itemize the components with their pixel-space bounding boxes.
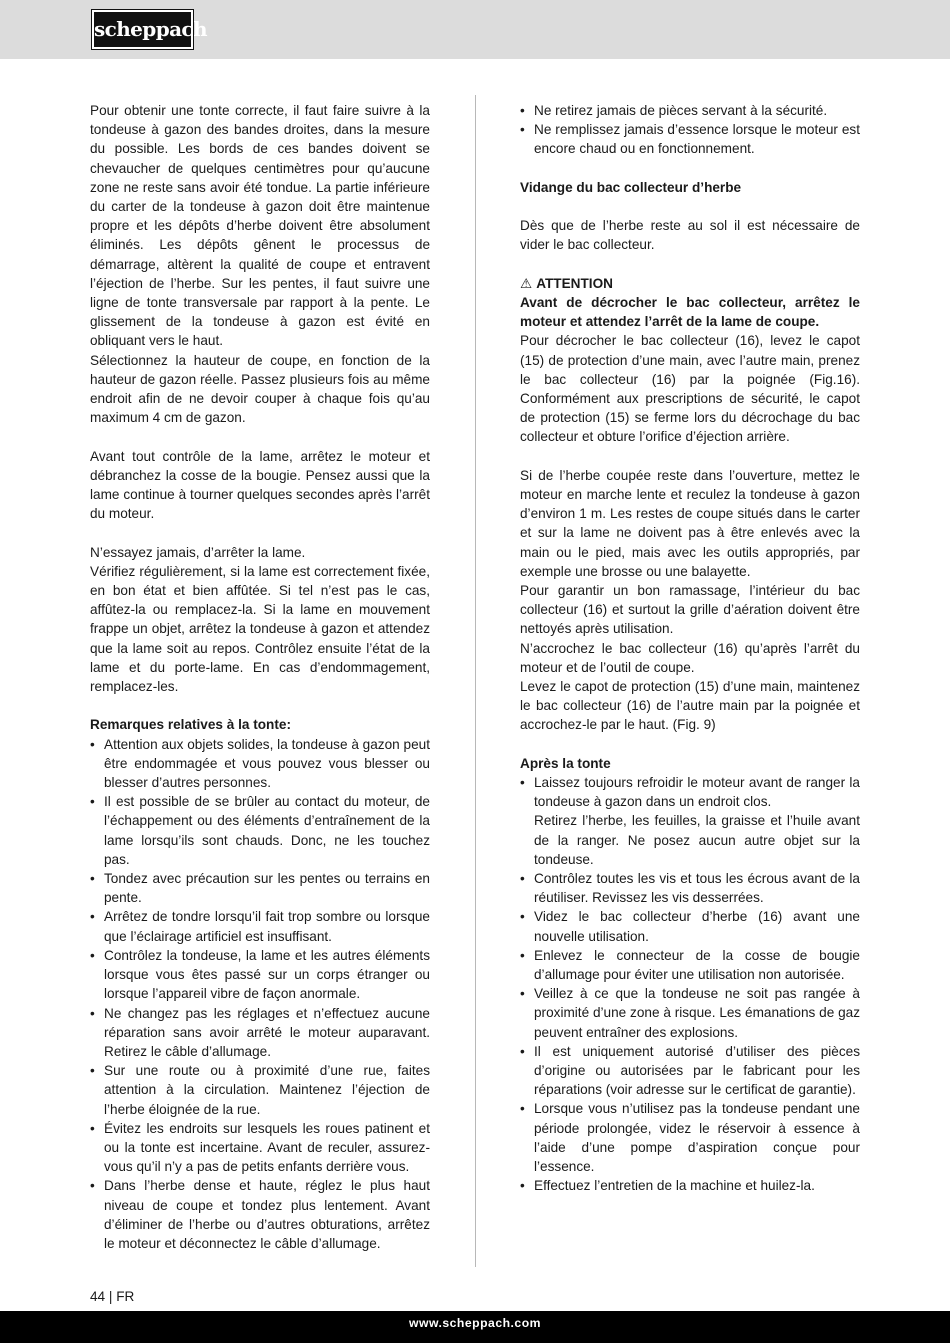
list-item: • Sur une route ou à proximité d’une rue, faites attention à la circulation. Maintenez l’éjection de l’herbe éloignée de la rue. (90, 1061, 430, 1119)
list-item: • Enlevez le connecteur de la cosse de bougie d’allumage pour éviter une utilisation non autorisée. (520, 946, 860, 984)
website-link[interactable]: www.scheppach.com (409, 1316, 541, 1330)
footer-bar (0, 1311, 950, 1343)
paragraph-blade-check: Avant tout contrôle de la lame, arrêtez le moteur et débranchez la cosse de la bougie. Pensez aussi que la lame continue à tourner quelques secondes après l’arrêt du moteur. (90, 448, 430, 522)
paragraph-grass-in-opening: Si de l’herbe coupée reste dans l’ouverture, mettez le moteur en marche lente et reculez la tondeuse à gazon d’environ 1 m. Les restes de coupe situés dans le carter et sur la lame ne doivent pas à être enlevés avec la main ou le pied, mais avec les outils appropriés, par exemple une brosse ou une balayette. (520, 467, 860, 579)
warning-triangle-icon: ⚠ (520, 275, 533, 291)
column-divider (475, 95, 476, 1267)
list-item: • Attention aux objets solides, la tondeuse à gazon peut être endommagée et vous pouvez vous blesser ou blesser d’autres personnes. (90, 735, 430, 793)
paragraph-lift: Levez le capot de protection (15) d’une main, maintenez le bac collecteur (16) de l’autre main par la poignée et accrochez-le par le haut. (Fig. 9) (520, 679, 860, 733)
list-item: • Tondez avec précaution sur les pentes ou terrains en pente. (90, 869, 430, 907)
header-bar (0, 0, 950, 59)
emptying-heading: Vidange du bac collecteur d’herbe (520, 179, 742, 195)
paragraph-unhook: Pour décrocher le bac collecteur (16), levez le capot (15) de protection d’une main, avec l’autre main, prenez le bac collecteur (16) par la poignée (Fig.16). Conformément aux prescriptions de sécurité, le capot de protection (15) se ferme lors du décrochage du bac collecteur et obture l’orifice d’éjection arrière. (520, 333, 860, 445)
list-item: • Ne remplissez jamais d’essence lorsque le moteur est encore chaud ou en fonctionnement. (520, 120, 860, 158)
list-item: • Dans l’herbe dense et haute, réglez le plus haut niveau de coupe et tondez plus lentement. Avant d’éliminer de l’herbe ou d’autres obturations, arrêtez le moteur et déconnectez le câble d’allumage. (90, 1176, 430, 1253)
warning-heading (520, 274, 860, 293)
warning-text: Avant de décrocher le bac collecteur, arrêtez le moteur et attendez l’arrêt de la lame de coupe. (520, 294, 860, 330)
list-item: • Il est uniquement autorisé d’utiliser des pièces d’origine ou autorisées par le fabricant pour les réparations (voir adresse sur le certificat de garantie). (520, 1042, 860, 1100)
paragraph-cutting-height: Sélectionnez la hauteur de coupe, en fonction de la hauteur de gazon réelle. Passez plusieurs fois au même endroit afin de ne devoir couper à chaque fois qu’au maximum 4 cm de gazon. (90, 352, 430, 426)
paragraph-blade-inspection: Vérifiez régulièrement, si la lame est correctement fixée, en bon état et bien affûtée. Si tel n’est pas le cas, affûtez-la ou remplacez-la. Si la lame en mouvement frappe un objet, arrêtez la tondeuse à gazon et attendez que la lame soit au repos. Contrôlez ensuite l’état de la lame et du porte-lame. En cas d’endommagement, remplacez-les. (90, 563, 430, 695)
list-item: • Il est possible de se brûler au contact du moteur, de l’échappement ou des éléments d’entraînement de la lame lorsqu’ils sont chauds. Donc, ne les touchez pas. (90, 792, 430, 869)
list-item: • Ne changez pas les réglages et n’effectuez aucune réparation sans avoir arrêté le moteur auparavant. Retirez le câble d’allumage. (90, 1004, 430, 1062)
list-item: • Arrêtez de tondre lorsqu’il fait trop sombre ou lorsque que l’éclairage artificiel est insuffisant. (90, 907, 430, 945)
remarks-heading: Remarques relatives à la tonte: (90, 717, 291, 733)
paragraph-mowing-strips: Pour obtenir une tonte correcte, il faut faire suivre à la tondeuse à gazon des bandes droites, dans la mesure du possible. Les bords de ces bandes doivent se chevaucher de quelques centimètres pour qu’aucune zone ne reste sans avoir été tondue. La partie inférieure du carter de la tondeuse à gazon doit être maintenue propre et les dépôts d’herbe doivent être absolument éliminés. Les dépôts gênent le processus de démarrage, altèrent la qualité de coupe et entravent l’éjection de l’herbe. Sur les pentes, il faut suivre une ligne de tonte transversale par rapport à la pente. Le glissement de la tondeuse à gazon est évité en obliquant vers le haut. (90, 103, 430, 349)
list-item: • Ne retirez jamais de pièces servant à la sécurité. (520, 101, 860, 120)
right-column (520, 101, 860, 1196)
list-item: • Évitez les endroits sur lesquels les roues patinent et ou la tonte est incertaine. Avant de reculer, assurez-vous qu’il n’y a pas de petits enfants derrière vous. (90, 1119, 430, 1177)
page-number: 44 | FR (90, 1289, 135, 1304)
paragraph-emptying: Dès que de l’herbe reste au sol il est nécessaire de vider le bac collecteur. (520, 218, 860, 253)
list-item: • Contrôlez la tondeuse, la lame et les autres éléments lorsque vous êtes passé sur un corps étranger ou lorsque l’appareil vibre de façon anormale. (90, 946, 430, 1004)
paragraph-never-stop-blade: N’essayez jamais, d’arrêter la lame. (90, 544, 306, 560)
paragraph-cleaning: Pour garantir un bon ramassage, l’intérieur du bac collecteur (16) et surtout la grille d’aération doivent être nettoyés après utilisation. (520, 583, 860, 637)
safety-list (520, 101, 860, 159)
paragraph-hang: N’accrochez le bac collecteur (16) qu’après l’arrêt du moteur et de l’outil de coupe. (520, 640, 860, 675)
left-column (90, 101, 430, 1253)
list-item: • Effectuez l’entretien de la machine et huilez-la. (520, 1176, 860, 1195)
list-item (520, 773, 860, 869)
list-item: • Videz le bac collecteur d’herbe (16) avant une nouvelle utilisation. (520, 907, 860, 945)
remarks-list (90, 735, 430, 1253)
list-item: • Contrôlez toutes les vis et tous les écrous avant de la réutiliser. Revissez les vis desserrées. (520, 869, 860, 907)
after-mowing-heading: Après la tonte (520, 755, 611, 771)
list-item-text: Retirez l’herbe, les feuilles, la graisse et l’huile avant de la ranger. Ne posez aucun autre objet sur la tondeuse. (534, 813, 860, 867)
after-mowing-list (520, 773, 860, 1195)
list-item-text: Laissez toujours refroidir le moteur avant de ranger la tondeuse à gazon dans un endroit clos. (534, 775, 860, 810)
list-item: • Lorsque vous n’utilisez pas la tondeuse pendant une période prolongée, videz le réservoir à essence à l’aide d’une pompe d’aspiration conçue pour l’essence. (520, 1099, 860, 1176)
list-item: • Veillez à ce que la tondeuse ne soit pas rangée à proximité d’une zone à risque. Les émanations de gaz peuvent entraîner des explosions. (520, 984, 860, 1042)
scheppach-logo: scheppach (92, 10, 193, 49)
warning-label: ATTENTION (536, 275, 613, 291)
